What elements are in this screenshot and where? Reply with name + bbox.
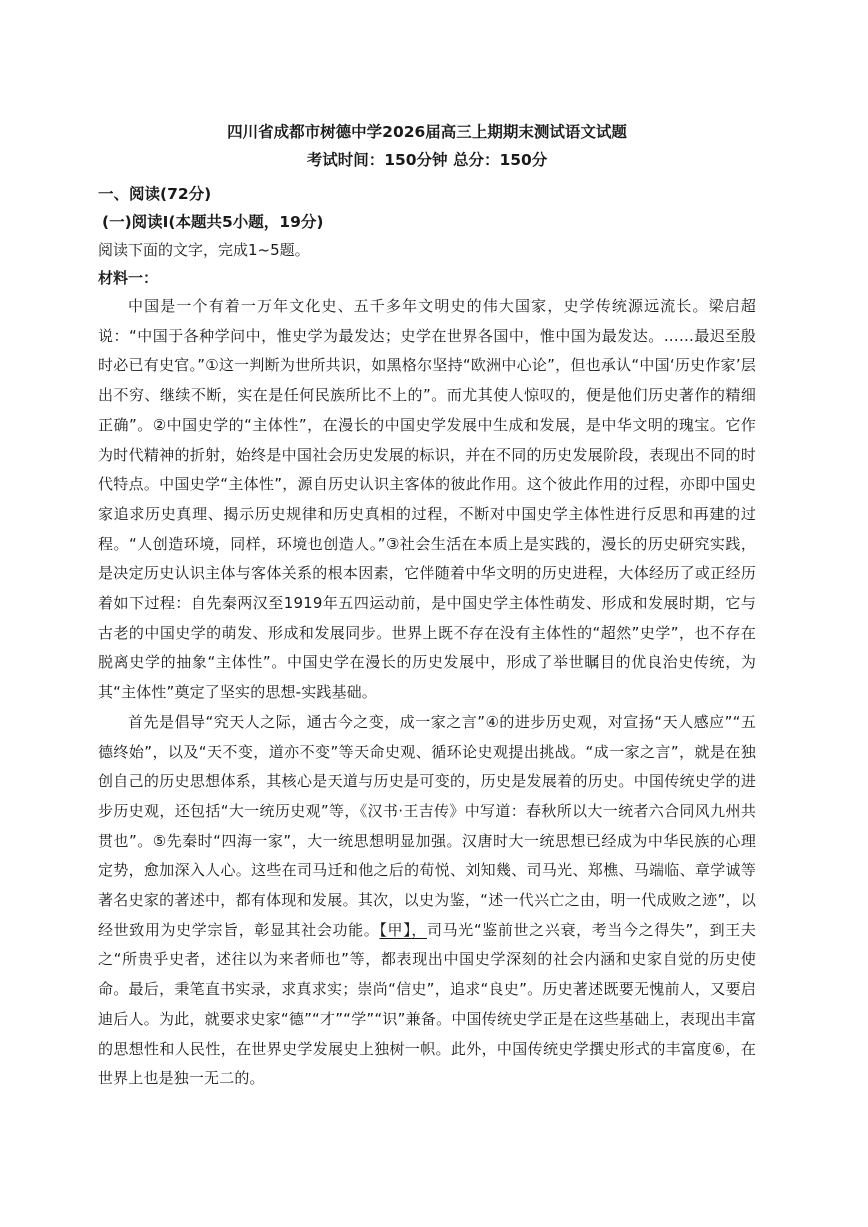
exam-info: 考试时间：150分钟 总分：150分: [306, 151, 548, 169]
paragraph-2-part-2: 司马光“鉴前世之兴衰，考当今之得失”，到王夫之“所贵乎史者，述往以为来者师也”等，都表现出中国史学深刻的社会内涵和史家自觉的历史使命。最后，秉笔直书实录，求真求实；崇尚“信史”，追求“良史”。历史著述既要无愧前人，又要启迪后人。为此，就要求史家“德”“才”“学”“识”兼备。中国传统史学正是在这些基础上，表现出丰富的思想性和人民性，在世界史学发展史上独树一帜。此外，中国传统史学撰史形式的丰富度⑥，在世界上也是独一无二的。: [98, 920, 756, 1088]
subsection-heading: (一)阅读Ⅰ(本题共5小题，19分): [102, 213, 324, 231]
paragraph-1: 中国是一个有着一万年文化史、五千多年文明史的伟大国家，史学传统源远流长。梁启超说：“中国于各种学问中，惟史学为最发达；史学在世界各国中，惟中国为最发达。……最迟至殷时必已有史官。”①这一判断为世所共识，如黑格尔坚持“欧洲中心论”，但也承认“中国‘历史作家’层出不穷、继续不断，实在是任何民族所比不上的”。而尤其使人惊叹的，便是他们历史著作的精细正确”。②中国史学的“主体性”，在漫长的中国史学发展中生成和发展，是中华文明的瑰宝。它作为时代精神的折射，始终是中国社会历史发展的标识，并在不同的历史发展阶段，表现出不同的时代特点。中国史学“主体性”，源自历史认识主客体的彼此作用。这个彼此作用的过程，亦即中国史家追求历史真理、揭示历史规律和历史真相的过程，不断对中国史学主体性进行反思和再建的过程。“人创造环境，同样，环境也创造人。”③社会生活在本质上是实践的，漫长的历史研究实践，是决定历史认识主体与客体关系的根本因素，它伴随着中华文明的历史进程，大体经历了或正经历着如下过程：自先秦两汉至1919年五四运动前，是中国史学主体性萌发、形成和发展时期，它与古老的中国史学的萌发、形成和发展同步。世界上既不存在没有主体性的“超然”史学”，也不存在脱离史学的抽象“主体性”。中国史学在漫长的历史发展中，形成了举世瞩目的优良治史传统，为其“主体性”奠定了坚实的思想-实践基础。: [98, 297, 756, 702]
material-label: 材料一：: [98, 269, 159, 287]
paragraph-2-part-1: 首先是倡导“究天人之际，通古今之变，成一家之言”④的进步历史观，对宣扬“天人感应”“五德终始”，以及“天不变，道亦不变”等天命史观、循环论史观提出挑战。“成一家之言”，就是在独创自己的历史思想体系，其核心是天道与历史是可变的，历史是发展着的历史。中国传统史学的进步历史观，还包括“大一统历史观”等，《汉书·王吉传》中写道：春秋所以大一统者六合同风九州共贯也”。⑤先秦时“四海一家”，大一统思想明显加强。汉唐时大一统思想已经成为中华民族的心理定势，愈加深入人心。这些在司马迁和他之后的荀悦、刘知幾、司马光、郑樵、马端临、章学诚等著名史家的著述中，都有体现和发展。其次，以史为鉴，“述一代兴亡之由，明一代成败之迹”，以经世致用为史学宗旨，彰显其社会功能。: [98, 712, 756, 939]
reading-instruction: 阅读下面的文字，完成1~5题。: [98, 241, 310, 259]
paragraph-2: [98, 708, 756, 1094]
exam-title: 四川省成都市树德中学2026届高三上期期末测试语文试题: [227, 123, 627, 141]
blank-marker-jia: 【甲】，: [379, 920, 427, 939]
section-heading: 一、阅读(72分): [98, 185, 212, 203]
